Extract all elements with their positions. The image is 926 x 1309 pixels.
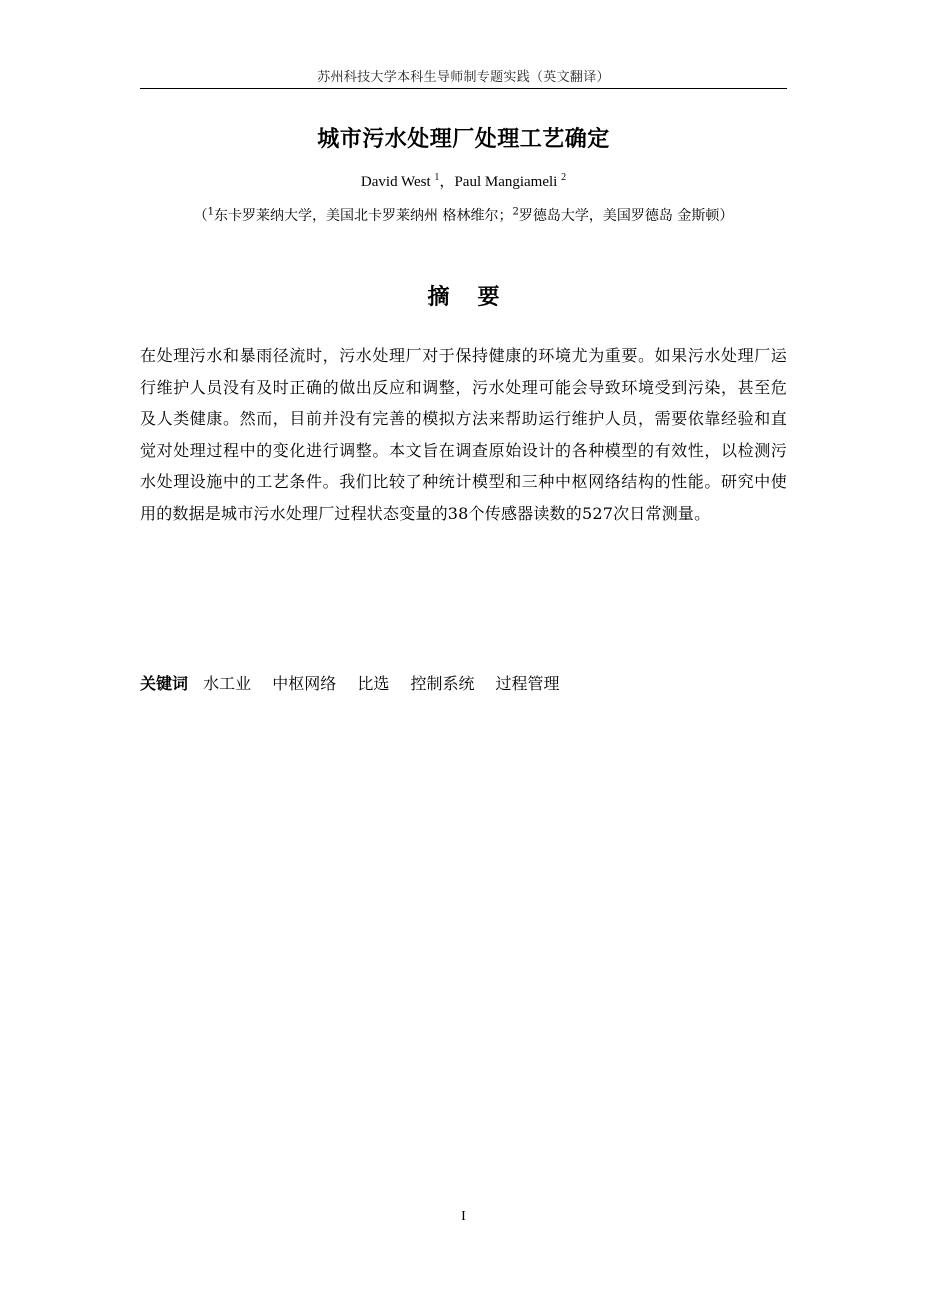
keywords-line	[140, 671, 787, 694]
paper-title: 城市污水处理厂处理工艺确定	[317, 127, 610, 152]
author-name: Paul Mangiameli	[454, 174, 558, 190]
author-name: David West	[360, 174, 431, 190]
affiliation-text: 罗德岛大学，美国罗德岛 金斯顿	[518, 208, 720, 224]
running-header: 苏州科技大学本科生导师制专题实践（英文翻译）	[317, 70, 610, 85]
keyword: 过程管理	[495, 674, 560, 693]
affiliation-mark: 1	[207, 206, 215, 218]
abstract-heading: 摘要	[427, 285, 528, 310]
abstract-text: 在处理污水和暴雨径流时，污水处理厂对于保持健康的环境尤为重要。如果污水处理厂运行维护人员没有及时正确的做出反应和调整，污水处理可能会导致环境受到污染，甚至危及人类健康。然而，目前并没有完善的模拟方法来帮助运行维护人员，需要依靠经验和直觉对处理过程中的变化进行调整。本文旨在调查原始设计的各种模型的有效性，以检测污水处理设施中的工艺条件。我们比较了种统计模型和三种中枢网络结构的性能。研究中使用的数据是城市污水处理厂过程状态变量的38个传感器读数的527次日常测量。	[140, 346, 787, 523]
author-line	[140, 170, 787, 191]
author-separator: ，	[439, 174, 455, 190]
affiliation-mark: 2	[512, 206, 519, 218]
keyword: 控制系统	[410, 674, 475, 693]
affiliation-open-paren: （	[193, 208, 208, 224]
keyword: 比选	[357, 674, 390, 693]
header-divider	[140, 88, 787, 89]
keyword: 水工业	[203, 674, 252, 693]
keywords-label: 关键词	[140, 674, 189, 693]
affiliations-line	[130, 205, 797, 225]
keyword: 中枢网络	[272, 674, 337, 693]
author-affiliation-mark: 2	[561, 172, 567, 183]
affiliation-text: 东卡罗莱纳大学，美国北卡罗莱纳州 格林维尔；	[214, 208, 513, 224]
author-affiliation-mark: 1	[434, 172, 440, 183]
affiliation-close-paren: ）	[719, 208, 734, 224]
page-number: I	[461, 1209, 466, 1224]
